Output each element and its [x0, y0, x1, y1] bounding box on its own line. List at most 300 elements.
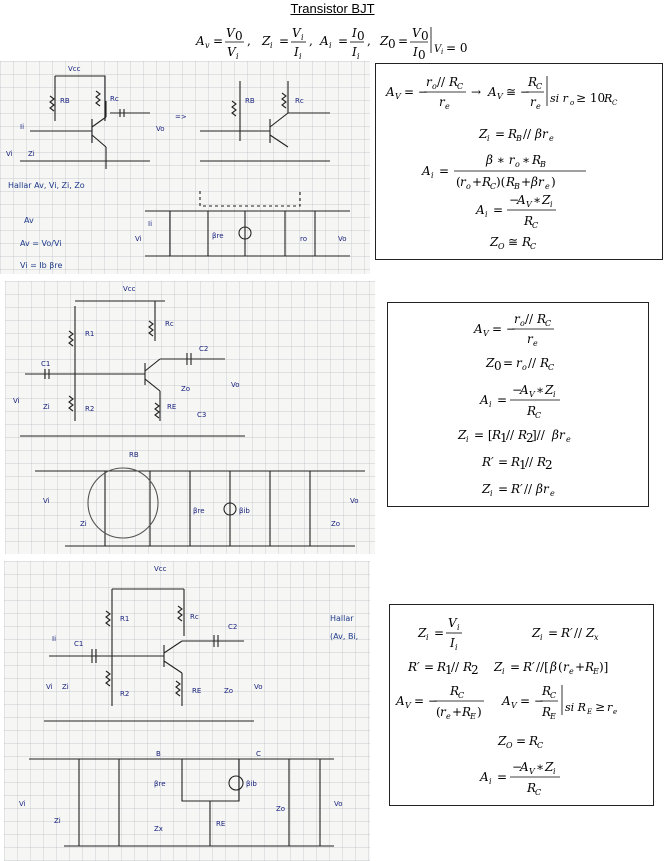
svg-text:Zo: Zo: [181, 385, 191, 393]
definitions-equations: [0, 21, 665, 61]
svg-text:i: i: [466, 435, 469, 444]
svg-text:= −: = −: [492, 322, 516, 336]
svg-text:C: C: [545, 319, 552, 328]
svg-text:C: C: [535, 411, 542, 420]
svg-text:RE: RE: [167, 403, 177, 411]
svg-text:(: (: [436, 705, 441, 719]
svg-text:R: R: [518, 428, 528, 442]
svg-text:i: i: [301, 33, 304, 42]
svg-text:B: B: [514, 182, 520, 191]
svg-text://: //: [437, 75, 446, 89]
svg-text:C: C: [536, 82, 543, 91]
svg-text:Zo: Zo: [224, 687, 234, 695]
svg-text:Z: Z: [490, 235, 499, 249]
svg-text:o: o: [570, 99, 575, 107]
svg-text:R: R: [527, 404, 537, 418]
svg-text:Z: Z: [486, 356, 495, 370]
svg-text:Z: Z: [262, 34, 271, 48]
svg-text:r: r: [607, 701, 613, 714]
svg-text:,: ,: [367, 34, 371, 48]
svg-text:Z: Z: [586, 626, 595, 640]
svg-text:βre: βre: [193, 507, 205, 515]
svg-text:A: A: [520, 760, 529, 774]
svg-text:R: R: [437, 660, 447, 674]
svg-text:A: A: [196, 34, 205, 48]
svg-text:(: (: [456, 175, 461, 189]
svg-text:≅: ≅: [508, 235, 519, 249]
svg-text:Ii: Ii: [148, 220, 153, 228]
svg-text:= 0: = 0: [446, 41, 468, 55]
svg-text:Z: Z: [545, 383, 554, 397]
svg-text:0: 0: [388, 37, 396, 51]
svg-text:V: V: [529, 767, 535, 776]
svg-text:i: i: [487, 134, 490, 143]
svg-text:0: 0: [494, 359, 502, 373]
svg-text://: //: [451, 660, 460, 674]
svg-text:1: 1: [519, 458, 527, 472]
svg-text:I: I: [352, 45, 357, 59]
svg-text:V: V: [292, 26, 301, 40]
svg-text:V: V: [227, 45, 236, 59]
svg-text:r: r: [440, 705, 446, 719]
svg-text:Hallar: Hallar: [330, 614, 354, 623]
svg-text:C2: C2: [199, 345, 209, 353]
svg-text:Z: Z: [380, 34, 389, 48]
svg-text:i: i: [236, 52, 239, 61]
svg-text:=: =: [493, 203, 504, 217]
svg-text:C: C: [612, 99, 618, 107]
svg-text:=: =: [498, 482, 509, 496]
svg-text:R: R: [462, 705, 472, 719]
svg-text:C: C: [532, 221, 539, 230]
svg-text:R: R: [511, 455, 521, 469]
svg-text:(: (: [558, 660, 563, 674]
svg-text:Z: Z: [542, 193, 551, 207]
svg-text:C3: C3: [197, 411, 207, 419]
svg-text:V: V: [483, 329, 489, 338]
svg-text:V: V: [497, 92, 503, 101]
svg-text:0: 0: [418, 48, 426, 61]
svg-text:≅ −: ≅ −: [506, 85, 530, 99]
svg-text:Vo: Vo: [338, 235, 347, 243]
svg-text:Vcc: Vcc: [154, 565, 167, 573]
svg-text:1: 1: [445, 663, 453, 677]
svg-text:Zi: Zi: [28, 150, 35, 158]
svg-text:C: C: [457, 82, 464, 91]
svg-text:r: r: [563, 660, 569, 674]
svg-text:V: V: [412, 26, 421, 40]
svg-text:Vo: Vo: [334, 800, 343, 808]
svg-text:e: e: [545, 182, 550, 191]
svg-text:=: =: [439, 164, 450, 178]
svg-text:V: V: [448, 616, 457, 630]
svg-text:Z: Z: [482, 482, 491, 496]
svg-text:E: E: [587, 708, 593, 716]
svg-text:e: e: [550, 489, 555, 498]
svg-text:βib: βib: [246, 780, 257, 788]
svg-text://: //: [524, 482, 533, 496]
svg-text:i: i: [489, 400, 492, 409]
svg-text:o: o: [432, 82, 437, 91]
handwritten-circuit-2: [5, 281, 375, 554]
svg-text:o: o: [466, 182, 471, 191]
svg-text:R: R: [450, 684, 460, 698]
svg-text:R: R: [506, 175, 516, 189]
svg-text:r: r: [514, 312, 520, 326]
svg-text:V: V: [511, 701, 517, 710]
svg-text:A: A: [520, 383, 529, 397]
svg-text:(Av, Bi,: (Av, Bi,: [330, 632, 359, 641]
svg-text:i: i: [299, 52, 302, 61]
svg-text:∗: ∗: [533, 193, 542, 207]
svg-text:R′: R′: [511, 482, 523, 496]
svg-text:2: 2: [545, 458, 553, 472]
svg-text:A: A: [422, 164, 431, 178]
svg-text:R: R: [529, 734, 539, 748]
svg-text:,: ,: [309, 34, 313, 48]
svg-text:βr: βr: [531, 175, 544, 189]
svg-text:=: =: [503, 356, 514, 370]
svg-text:Vcc: Vcc: [123, 285, 136, 293]
svg-text:C1: C1: [74, 640, 84, 648]
svg-text:Zi: Zi: [43, 403, 50, 411]
svg-text:si r: si r: [550, 92, 568, 105]
svg-text://: //: [528, 356, 537, 370]
svg-text:R: R: [527, 781, 537, 795]
svg-text:R: R: [508, 127, 518, 141]
svg-text:Vo: Vo: [156, 125, 165, 133]
svg-text:R: R: [524, 214, 534, 228]
svg-text:Vi: Vi: [135, 235, 142, 243]
svg-text:o: o: [520, 319, 525, 328]
svg-text:β ∗ r: β ∗ r: [486, 153, 515, 167]
svg-text:e: e: [536, 102, 541, 111]
svg-text:R: R: [604, 92, 613, 105]
svg-text:≥ 10: ≥ 10: [576, 91, 606, 105]
svg-text:R: R: [528, 75, 538, 89]
svg-text:Vo: Vo: [254, 683, 263, 691]
svg-text:C: C: [490, 182, 497, 191]
svg-text:i: i: [357, 52, 360, 61]
svg-text:Vo: Vo: [231, 381, 240, 389]
svg-text:R′: R′: [523, 660, 535, 674]
svg-text:=: =: [424, 660, 435, 674]
svg-text://: //: [525, 455, 534, 469]
svg-text:C: C: [256, 750, 261, 758]
svg-text:=: =: [338, 34, 349, 48]
svg-text:A: A: [488, 85, 497, 99]
svg-text:]//: ]//: [532, 428, 545, 442]
svg-text:B: B: [516, 134, 522, 143]
svg-text:e: e: [569, 667, 574, 676]
svg-text://[: //[: [536, 660, 549, 674]
svg-text:Av: Av: [24, 216, 34, 225]
svg-text:R: R: [542, 705, 552, 719]
svg-text:C: C: [537, 741, 544, 750]
formula-box-3-equations: [390, 605, 653, 805]
svg-text:R′: R′: [408, 660, 420, 674]
svg-text:A: A: [502, 694, 511, 708]
svg-text:): ): [551, 175, 556, 189]
svg-text:R′: R′: [482, 455, 494, 469]
svg-text:RE: RE: [192, 687, 202, 695]
svg-text:e: e: [566, 435, 571, 444]
svg-text:R1: R1: [120, 615, 130, 623]
svg-text:Z: Z: [479, 127, 488, 141]
svg-text:i: i: [431, 171, 434, 180]
svg-text:=: =: [516, 734, 527, 748]
svg-text:Rc: Rc: [190, 613, 199, 621]
svg-text:Vo: Vo: [350, 497, 359, 505]
svg-text:=: =: [510, 660, 521, 674]
svg-text:i: i: [270, 41, 273, 50]
svg-text:Rc: Rc: [295, 97, 304, 105]
svg-text:R: R: [542, 684, 552, 698]
svg-text:R2: R2: [85, 405, 95, 413]
svg-text:→: →: [471, 85, 482, 99]
svg-text:C2: C2: [228, 623, 238, 631]
svg-text:RE: RE: [216, 820, 226, 828]
svg-text:e: e: [613, 708, 618, 716]
svg-text:Rc: Rc: [110, 95, 119, 103]
definitions-row: [0, 21, 665, 61]
svg-text:R: R: [537, 312, 547, 326]
svg-text:Z: Z: [532, 626, 541, 640]
page-title: Transistor BJT: [290, 1, 375, 16]
svg-text:A: A: [517, 193, 526, 207]
svg-text:Hallar Av, Vi, Zi, Zo: Hallar Av, Vi, Zi, Zo: [8, 181, 85, 190]
svg-text:R: R: [585, 660, 595, 674]
svg-text:∗: ∗: [522, 153, 531, 167]
svg-text:Vi: Vi: [6, 150, 13, 158]
svg-text:Ii: Ii: [52, 635, 57, 643]
svg-text:2: 2: [526, 431, 534, 445]
svg-text:Z: Z: [494, 660, 503, 674]
svg-text:E: E: [593, 667, 599, 676]
svg-text:Rc: Rc: [165, 320, 174, 328]
svg-text:i: i: [441, 48, 444, 56]
svg-text:B: B: [540, 160, 546, 169]
svg-text:i: i: [329, 41, 332, 50]
svg-text:=>: =>: [175, 113, 187, 121]
svg-text:A: A: [476, 203, 485, 217]
svg-text:= −: = −: [414, 694, 438, 708]
svg-text:Z: Z: [418, 626, 427, 640]
svg-text:=: =: [497, 393, 508, 407]
svg-text:Zi: Zi: [80, 520, 87, 528]
svg-text:Zo: Zo: [331, 520, 341, 528]
svg-text:βr: βr: [535, 127, 548, 141]
svg-text:+: +: [452, 705, 463, 719]
svg-text:R′: R′: [561, 626, 573, 640]
svg-text:Vi: Vi: [46, 683, 53, 691]
svg-text:e: e: [446, 712, 451, 721]
svg-text:2: 2: [471, 663, 479, 677]
svg-text:I: I: [413, 45, 418, 59]
svg-text:Zi: Zi: [54, 817, 61, 825]
formula-box-1: [375, 63, 663, 260]
svg-text:E: E: [470, 712, 476, 721]
svg-text:=: =: [498, 455, 509, 469]
svg-text:e: e: [445, 102, 450, 111]
svg-text:i: i: [540, 633, 543, 642]
svg-text:Av = Vo/Vi: Av = Vo/Vi: [20, 239, 62, 248]
svg-text:v: v: [205, 41, 210, 50]
svg-text:= −: = −: [404, 85, 428, 99]
svg-text:V: V: [395, 92, 401, 101]
svg-text:βib: βib: [239, 507, 250, 515]
svg-text:R: R: [537, 455, 547, 469]
svg-text:= −: = −: [520, 694, 544, 708]
svg-text:r: r: [527, 332, 533, 346]
svg-text:0: 0: [357, 29, 365, 43]
svg-text:RB: RB: [129, 451, 139, 459]
svg-text:i: i: [553, 767, 556, 776]
svg-text:i: i: [553, 390, 556, 399]
svg-text:r: r: [426, 75, 432, 89]
svg-text:A: A: [474, 322, 483, 336]
svg-text:R: R: [522, 235, 532, 249]
svg-text:∗: ∗: [536, 383, 545, 397]
svg-text:V: V: [405, 701, 411, 710]
svg-text:i: i: [455, 643, 458, 652]
svg-text:O: O: [506, 741, 513, 750]
svg-text:i: i: [485, 210, 488, 219]
svg-text:V: V: [526, 200, 532, 209]
svg-text:I: I: [352, 26, 357, 40]
svg-text:r: r: [516, 356, 522, 370]
svg-text://: //: [525, 312, 534, 326]
svg-text:R: R: [492, 428, 502, 442]
svg-text:R: R: [540, 356, 550, 370]
svg-text:βre: βre: [154, 780, 166, 788]
svg-text://: //: [506, 428, 515, 442]
svg-text:Zi: Zi: [62, 683, 69, 691]
svg-text:Vi: Vi: [43, 497, 50, 505]
svg-text:R2: R2: [120, 690, 130, 698]
svg-text:o: o: [515, 160, 520, 169]
svg-text:= [: = [: [474, 428, 493, 442]
svg-text:E: E: [550, 712, 556, 721]
svg-text:)]: )]: [599, 660, 609, 674]
svg-text:∗: ∗: [536, 760, 545, 774]
svg-text:=: =: [497, 770, 508, 784]
svg-text:βre: βre: [212, 232, 224, 240]
svg-text:x: x: [594, 633, 599, 642]
svg-text:−: −: [509, 193, 520, 207]
svg-text:=: =: [398, 34, 409, 48]
formula-box-1-equations: [376, 64, 662, 259]
svg-text:=: =: [213, 34, 224, 48]
svg-text:i: i: [490, 489, 493, 498]
svg-text:+: +: [575, 660, 586, 674]
svg-text:A: A: [386, 85, 395, 99]
svg-text:R: R: [482, 175, 492, 189]
svg-text:V: V: [529, 390, 535, 399]
svg-text:1: 1: [500, 431, 508, 445]
svg-text:=: =: [434, 626, 445, 640]
svg-text:I: I: [294, 45, 299, 59]
svg-text:≥: ≥: [595, 700, 606, 714]
svg-text:Ii: Ii: [20, 123, 25, 131]
svg-text:I: I: [450, 636, 455, 650]
svg-text:βr: βr: [536, 482, 549, 496]
svg-text:−: −: [512, 383, 523, 397]
svg-text:i: i: [502, 667, 505, 676]
svg-text:0: 0: [421, 29, 429, 43]
svg-text:e: e: [549, 134, 554, 143]
svg-text:A: A: [396, 694, 405, 708]
svg-text://: //: [574, 626, 583, 640]
svg-text:=: =: [495, 127, 506, 141]
formula-box-2: [387, 302, 649, 507]
handwritten-circuit-3: [4, 561, 370, 861]
svg-text:Vi = Ib βre: Vi = Ib βre: [20, 261, 63, 270]
svg-text:ro: ro: [300, 235, 308, 243]
svg-text:i: i: [489, 777, 492, 786]
formula-box-3: [389, 604, 654, 806]
svg-text:A: A: [480, 770, 489, 784]
svg-text:B: B: [156, 750, 161, 758]
svg-text:Z: Z: [545, 760, 554, 774]
svg-text:A: A: [320, 34, 329, 48]
svg-text:e: e: [533, 339, 538, 348]
svg-text:r: r: [439, 95, 445, 109]
svg-text:r: r: [460, 175, 466, 189]
handwritten-circuit-1: [0, 61, 370, 274]
svg-text:Zx: Zx: [154, 825, 163, 833]
svg-text:,: ,: [247, 34, 251, 48]
svg-text:C: C: [458, 691, 465, 700]
svg-text:C: C: [550, 691, 557, 700]
svg-text:r: r: [530, 95, 536, 109]
svg-text://: //: [523, 127, 532, 141]
svg-text:C: C: [530, 242, 537, 251]
svg-text:−: −: [512, 760, 523, 774]
svg-text:Vcc: Vcc: [68, 65, 81, 73]
svg-text:RB: RB: [245, 97, 255, 105]
svg-text:RB: RB: [60, 97, 70, 105]
svg-text:V: V: [226, 26, 235, 40]
svg-text:i: i: [426, 633, 429, 642]
svg-text:O: O: [498, 242, 505, 251]
svg-text:R: R: [532, 153, 542, 167]
svg-text:R: R: [463, 660, 473, 674]
svg-text:)(: )(: [496, 175, 506, 189]
svg-text:): ): [477, 705, 482, 719]
svg-text:Z: Z: [498, 734, 507, 748]
formula-box-2-equations: [388, 303, 648, 506]
svg-text:+: +: [472, 175, 483, 189]
svg-text:+: +: [521, 175, 532, 189]
svg-text:Z: Z: [458, 428, 467, 442]
svg-text:o: o: [522, 363, 527, 372]
svg-text:=: =: [548, 626, 559, 640]
svg-text:=: =: [279, 34, 290, 48]
svg-text:Vi: Vi: [19, 800, 26, 808]
svg-text:si R: si R: [565, 701, 586, 714]
svg-text:βr: βr: [552, 428, 565, 442]
svg-text:R1: R1: [85, 330, 95, 338]
svg-text:β: β: [550, 660, 557, 674]
svg-text:C1: C1: [41, 360, 51, 368]
svg-text:C: C: [548, 363, 555, 372]
svg-text:Zo: Zo: [276, 805, 286, 813]
svg-text:0: 0: [235, 29, 243, 43]
svg-text:C: C: [535, 788, 542, 797]
svg-text:i: i: [550, 200, 553, 209]
svg-text:A: A: [480, 393, 489, 407]
